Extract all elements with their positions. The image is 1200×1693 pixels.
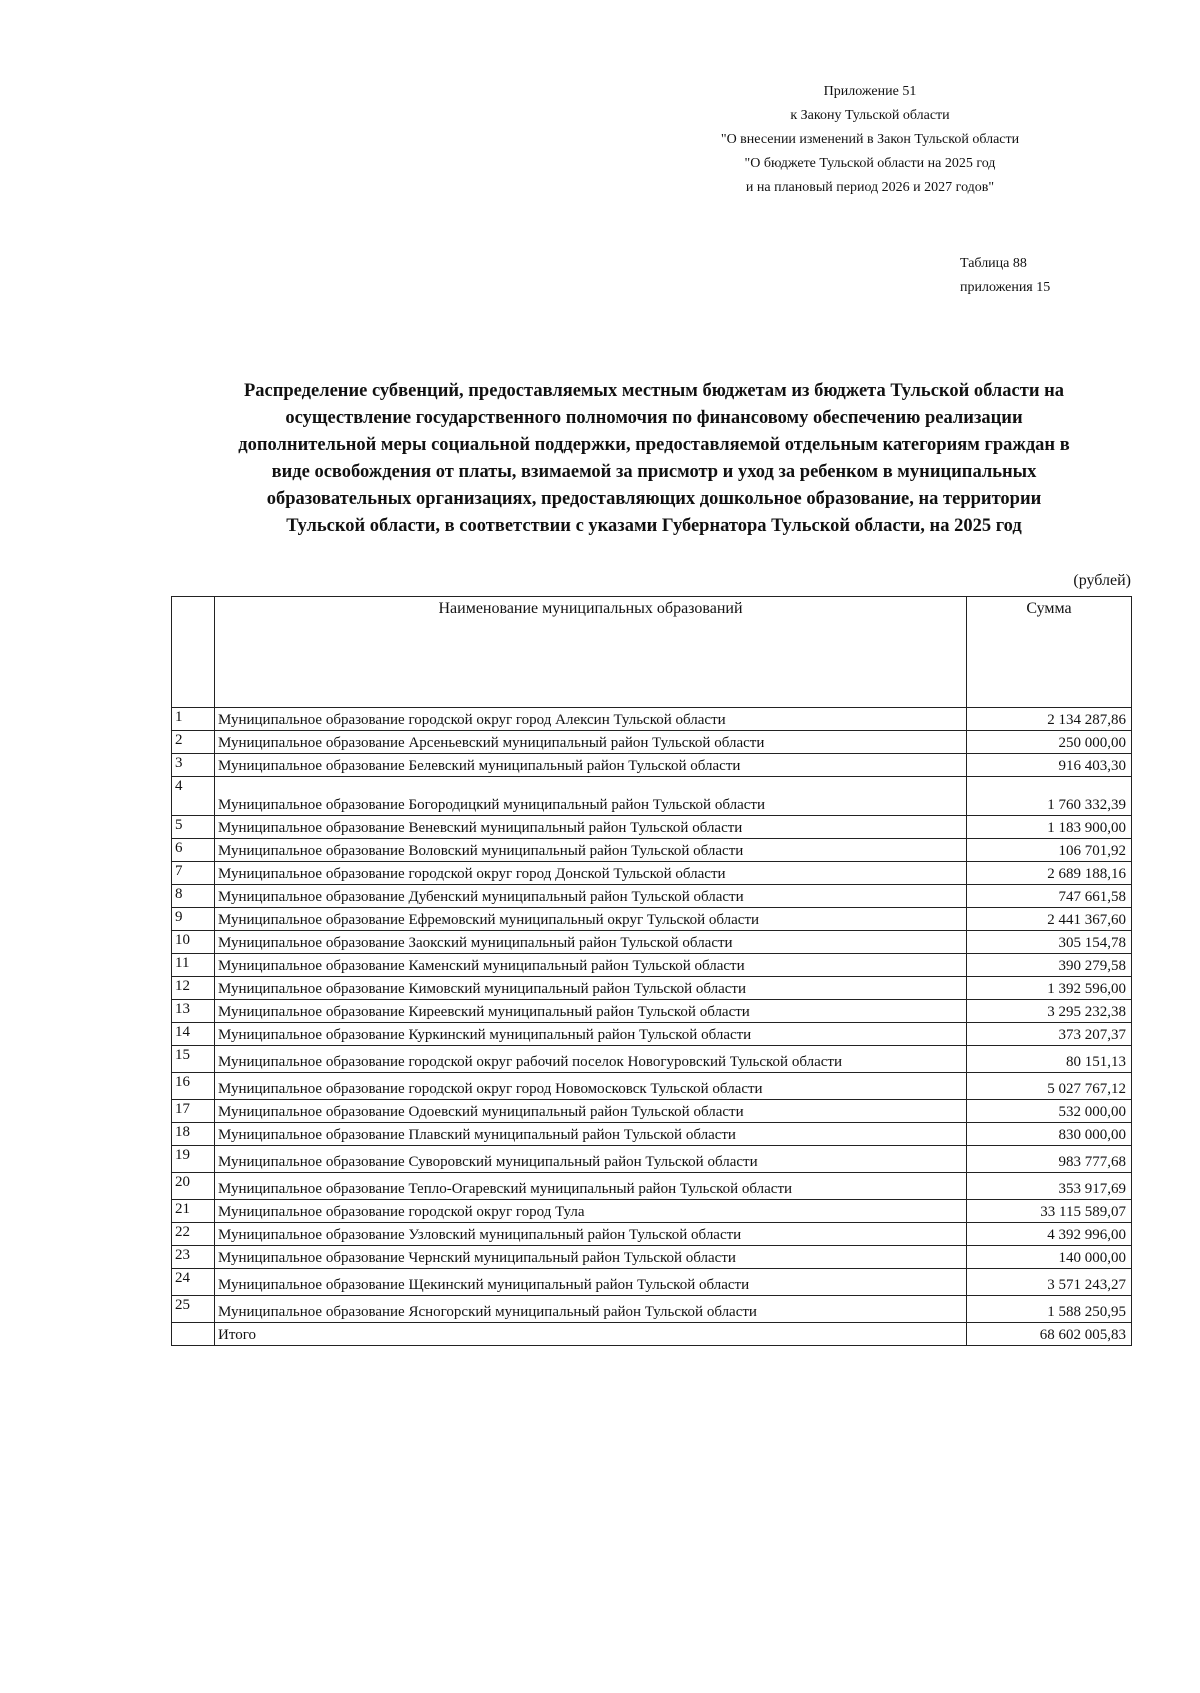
title-line: дополнительной меры социальной поддержки, предоставляемой отдельным категориям граждан в: [238, 435, 1070, 455]
row-number: 24: [172, 1269, 215, 1296]
municipality-name: Муниципальное образование Ефремовский муниципальный округ Тульской области: [215, 908, 967, 931]
municipality-name: Муниципальное образование Веневский муниципальный район Тульской области: [215, 816, 967, 839]
subvention-amount: 532 000,00: [967, 1100, 1132, 1123]
table-row: [172, 862, 1132, 885]
row-number: 20: [172, 1173, 215, 1200]
row-number: 22: [172, 1223, 215, 1246]
title-line: осуществление государственного полномочия по финансовому обеспечению реализации: [285, 408, 1023, 428]
row-number: 14: [172, 1023, 215, 1046]
subvention-amount: 80 151,13: [967, 1046, 1132, 1073]
municipality-name: Муниципальное образование Кимовский муниципальный район Тульской области: [215, 977, 967, 1000]
table-row: [172, 908, 1132, 931]
row-number: 6: [172, 839, 215, 862]
table-row: [172, 1269, 1132, 1296]
subvention-amount: 1 392 596,00: [967, 977, 1132, 1000]
header-sum: Сумма: [967, 597, 1132, 708]
table-row: [172, 1296, 1132, 1323]
municipality-name: Муниципальное образование городской округ город Алексин Тульской области: [215, 708, 967, 731]
municipality-name: Муниципальное образование Узловский муниципальный район Тульской области: [215, 1223, 967, 1246]
row-number: 10: [172, 931, 215, 954]
municipality-name: Муниципальное образование городской округ город Донской Тульской области: [215, 862, 967, 885]
appendix-line: и на плановый период 2026 и 2027 годов": [745, 180, 995, 195]
table-row: [172, 954, 1132, 977]
table-row: [172, 1223, 1132, 1246]
municipality-name: Муниципальное образование Киреевский муниципальный район Тульской области: [215, 1000, 967, 1023]
municipality-name: Муниципальное образование Заокский муниципальный район Тульской области: [215, 931, 967, 954]
row-number: 8: [172, 885, 215, 908]
subvention-amount: 33 115 589,07: [967, 1200, 1132, 1223]
table-row: [172, 1123, 1132, 1146]
subvention-amount: 390 279,58: [967, 954, 1132, 977]
header-number: [172, 597, 215, 708]
row-number: 19: [172, 1146, 215, 1173]
row-number: 23: [172, 1246, 215, 1269]
row-number: 4: [172, 777, 215, 816]
subvention-amount: 250 000,00: [967, 731, 1132, 754]
row-number: 25: [172, 1296, 215, 1323]
subvention-amount: 2 441 367,60: [967, 908, 1132, 931]
title-line: виде освобождения от платы, взимаемой за присмотр и уход за ребенком в муниципальных: [271, 462, 1037, 482]
subvention-amount: 830 000,00: [967, 1123, 1132, 1146]
table-row: [172, 1173, 1132, 1200]
table-row: [172, 708, 1132, 731]
subvention-amount: 916 403,30: [967, 754, 1132, 777]
municipality-name: Муниципальное образование Дубенский муниципальный район Тульской области: [215, 885, 967, 908]
municipality-name: Муниципальное образование Арсеньевский муниципальный район Тульской области: [215, 731, 967, 754]
appendix-line: "О внесении изменений в Закон Тульской области: [720, 132, 1020, 147]
row-number: 11: [172, 954, 215, 977]
row-number: 16: [172, 1073, 215, 1100]
row-number: 13: [172, 1000, 215, 1023]
subvention-amount: 353 917,69: [967, 1173, 1132, 1200]
table-row: [172, 1073, 1132, 1100]
table-row: [172, 777, 1132, 816]
municipality-name: Муниципальное образование Плавский муниципальный район Тульской области: [215, 1123, 967, 1146]
subvention-amount: 2 689 188,16: [967, 862, 1132, 885]
title-line: образовательных организациях, предоставляющих дошкольное образование, на территории: [266, 489, 1042, 509]
municipality-name: Муниципальное образование Воловский муниципальный район Тульской области: [215, 839, 967, 862]
title-line: Распределение субвенций, предоставляемых местным бюджетам из бюджета Тульской области на: [243, 381, 1065, 401]
municipality-name: Муниципальное образование Белевский муниципальный район Тульской области: [215, 754, 967, 777]
municipality-name: Муниципальное образование Куркинский муниципальный район Тульской области: [215, 1023, 967, 1046]
municipality-name: Муниципальное образование городской округ город Новомосковск Тульской области: [215, 1073, 967, 1100]
subvention-table: [171, 596, 1132, 1346]
subvention-amount: 1 760 332,39: [967, 777, 1132, 816]
municipality-name: Муниципальное образование Чернский муниципальный район Тульской области: [215, 1246, 967, 1269]
header-municipality-name: Наименование муниципальных образований: [215, 597, 967, 708]
table-row: [172, 816, 1132, 839]
appendix-reference: [660, 80, 1080, 200]
table-row: [172, 1023, 1132, 1046]
table-reference: [960, 252, 1100, 300]
title-line: Тульской области, в соответствии с указами Губернатора Тульской области, на 2025 год: [286, 516, 1022, 536]
table-ref-line: приложения 15: [960, 280, 1051, 295]
row-number: 9: [172, 908, 215, 931]
municipality-name: Муниципальное образование городской округ рабочий поселок Новогуровский Тульской области: [215, 1046, 967, 1073]
table-ref-line: Таблица 88: [960, 256, 1027, 271]
row-number: 12: [172, 977, 215, 1000]
subvention-amount: 3 571 243,27: [967, 1269, 1132, 1296]
subvention-amount: 1 183 900,00: [967, 816, 1132, 839]
appendix-line: "О бюджете Тульской области на 2025 год: [744, 156, 996, 171]
table-row: [172, 839, 1132, 862]
municipality-name: Муниципальное образование Каменский муниципальный район Тульской области: [215, 954, 967, 977]
total-label: Итого: [215, 1323, 967, 1346]
document-title: [168, 378, 1140, 540]
municipality-name: Муниципальное образование Ясногорский муниципальный район Тульской области: [215, 1296, 967, 1323]
subvention-amount: 983 777,68: [967, 1146, 1132, 1173]
table-row: [172, 754, 1132, 777]
row-number: 5: [172, 816, 215, 839]
row-number: 2: [172, 731, 215, 754]
currency-unit-label: (рублей): [1073, 572, 1131, 589]
total-amount: 68 602 005,83: [967, 1323, 1132, 1346]
row-number: 21: [172, 1200, 215, 1223]
table-row: [172, 1046, 1132, 1073]
row-number: 1: [172, 708, 215, 731]
table-row: [172, 1246, 1132, 1269]
subvention-amount: 4 392 996,00: [967, 1223, 1132, 1246]
subvention-amount: 373 207,37: [967, 1023, 1132, 1046]
subvention-amount: 305 154,78: [967, 931, 1132, 954]
total-number: [172, 1323, 215, 1346]
row-number: 15: [172, 1046, 215, 1073]
municipality-name: Муниципальное образование Суворовский муниципальный район Тульской области: [215, 1146, 967, 1173]
total-row: [172, 1323, 1132, 1346]
appendix-line: к Закону Тульской области: [790, 108, 950, 123]
subvention-amount: 2 134 287,86: [967, 708, 1132, 731]
municipality-name: Муниципальное образование Щекинский муниципальный район Тульской области: [215, 1269, 967, 1296]
subvention-amount: 140 000,00: [967, 1246, 1132, 1269]
table-body: [172, 708, 1132, 1346]
municipality-name: Муниципальное образование городской округ город Тула: [215, 1200, 967, 1223]
table-row: [172, 931, 1132, 954]
appendix-line: Приложение 51: [823, 84, 917, 99]
table-row: [172, 1146, 1132, 1173]
row-number: 18: [172, 1123, 215, 1146]
subvention-amount: 106 701,92: [967, 839, 1132, 862]
table-row: [172, 977, 1132, 1000]
table-row: [172, 1200, 1132, 1223]
table-row: [172, 1000, 1132, 1023]
table-header-row: [172, 597, 1132, 708]
table-row: [172, 885, 1132, 908]
subvention-amount: 3 295 232,38: [967, 1000, 1132, 1023]
subvention-amount: 5 027 767,12: [967, 1073, 1132, 1100]
row-number: 3: [172, 754, 215, 777]
municipality-name: Муниципальное образование Тепло-Огаревский муниципальный район Тульской области: [215, 1173, 967, 1200]
subvention-amount: 747 661,58: [967, 885, 1132, 908]
table-row: [172, 1100, 1132, 1123]
municipality-name: Муниципальное образование Богородицкий муниципальный район Тульской области: [215, 777, 967, 816]
municipality-name: Муниципальное образование Одоевский муниципальный район Тульской области: [215, 1100, 967, 1123]
subvention-amount: 1 588 250,95: [967, 1296, 1132, 1323]
row-number: 17: [172, 1100, 215, 1123]
row-number: 7: [172, 862, 215, 885]
table-row: [172, 731, 1132, 754]
